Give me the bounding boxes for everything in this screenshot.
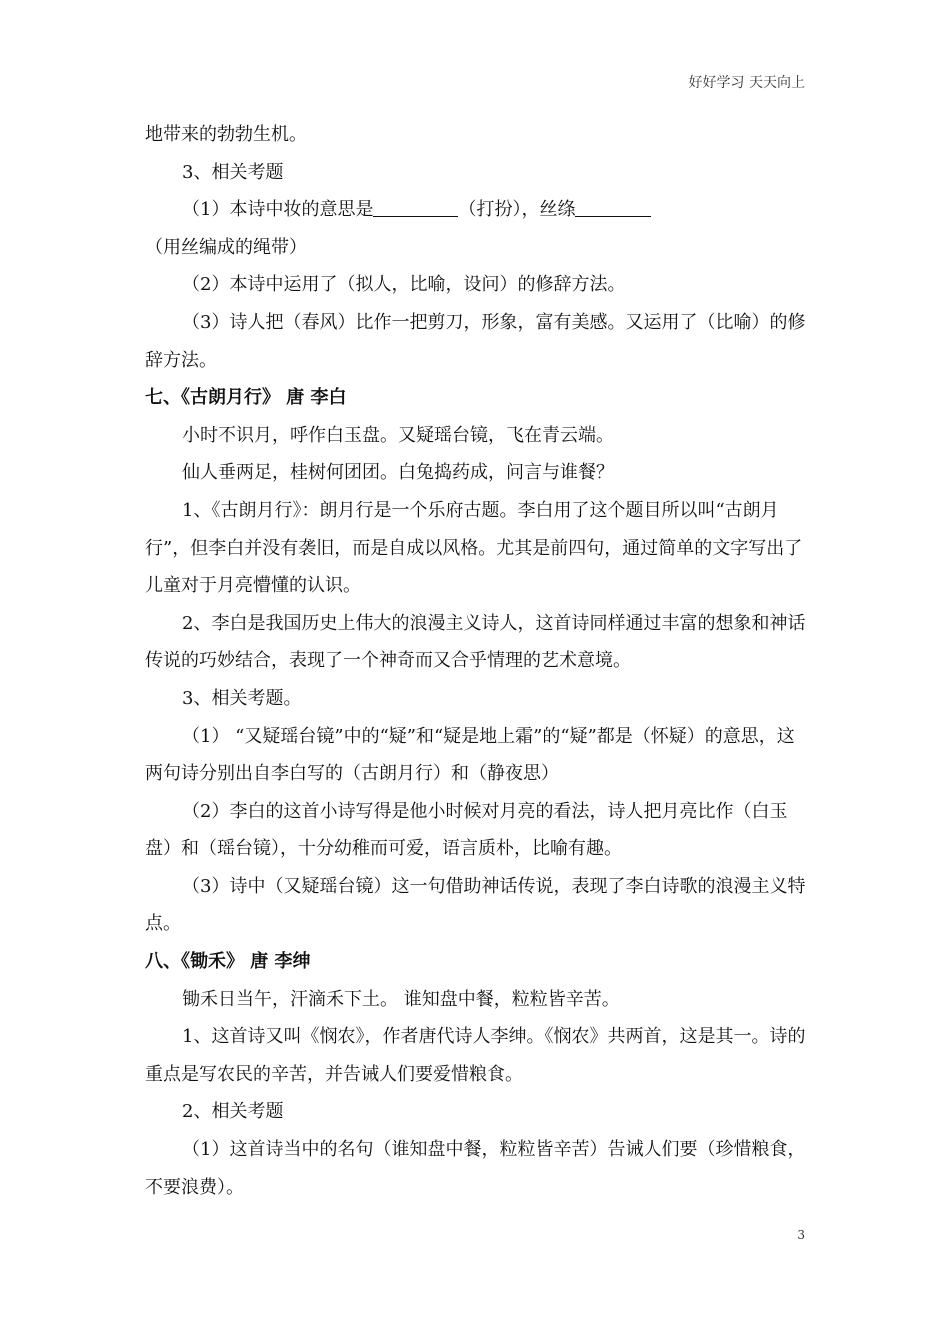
paragraph: 2、李白是我国历史上伟大的浪漫主义诗人，这首诗同样通过丰富的想象和神话传说的巧妙结合，表现了一个神奇而又合乎情理的艺术意境。	[145, 612, 806, 672]
page-number: 3	[797, 1228, 805, 1242]
question-item: （1）这首诗当中的名句（谁知盘中餐，粒粒皆辛苦）告诫人们要（珍惜粮食，不要浪费）。	[145, 1139, 806, 1198]
section-subheading: 3、相关考题。	[182, 687, 302, 709]
poem-line: 锄禾日当午，汗滴禾下土。 谁知盘中餐，粒粒皆辛苦。	[182, 988, 620, 1010]
poem-line: 小时不识月，呼作白玉盘。又疑瑶台镜，飞在青云端。	[182, 424, 614, 446]
section-subheading: 3、相关考题	[182, 161, 284, 183]
answer-blank	[575, 198, 651, 217]
question-item: （3）诗人把（春风）比作一把剪刀，形象，富有美感。又运用了（比喻）的修辞方法。	[145, 311, 806, 371]
question-item	[145, 191, 811, 266]
answer-blank	[373, 198, 458, 217]
question-text: （1）本诗中妆的意思是	[182, 199, 374, 221]
section-subheading: 2、相关考题	[182, 1101, 284, 1123]
question-item: （3）诗中（又疑瑶台镜）这一句借助神话传说，表现了李白诗歌的浪漫主义特点。	[145, 875, 806, 935]
paragraph: 1、《古朗月行》：朗月行是一个乐府古题。李白用了这个题目所以叫“古朗月行”，但李白并没有袭旧，而是自成以风格。尤其是前四句，通过简单的文字写出了儿童对于月亮懵懂的认识。	[145, 499, 803, 597]
poem-line: 仙人垂两足，桂树何团团。白兔捣药成，问言与谁餐？	[182, 462, 614, 484]
question-item: （2）本诗中运用了（拟人，比喻，设问）的修辞方法。	[182, 274, 626, 296]
page-header: 好好学习 天天向上	[688, 75, 805, 91]
paragraph: 地带来的勃勃生机。	[145, 124, 307, 145]
question-item: （2）李白的这首小诗写得是他小时候对月亮的看法，诗人把月亮比作（白玉盘）和（瑶台镜），十分幼稚而可爱，语言质朴，比喻有趣。	[145, 800, 788, 860]
question-text: （打扮），丝绦	[458, 199, 576, 221]
question-item: （1） “又疑瑶台镜”中的“疑”和“疑是地上霜”的“疑”都是（怀疑）的意思，这两句诗分别出自李白写的（古朗月行）和（静夜思）	[145, 725, 795, 785]
question-text: （用丝编成的绳带）	[145, 236, 307, 258]
section-heading: 八、《锄禾》 唐 李绅	[145, 951, 311, 973]
header-divider	[140, 96, 812, 97]
paragraph: 1、这首诗又叫《悯农》，作者唐代诗人李绅。《悯农》共两首，这是其一。诗的重点是写农民的辛苦，并告诫人们要爱惜粮食。	[145, 1026, 806, 1085]
section-heading: 七、《古朗月行》 唐 李白	[145, 387, 347, 409]
document-body	[145, 116, 811, 1206]
